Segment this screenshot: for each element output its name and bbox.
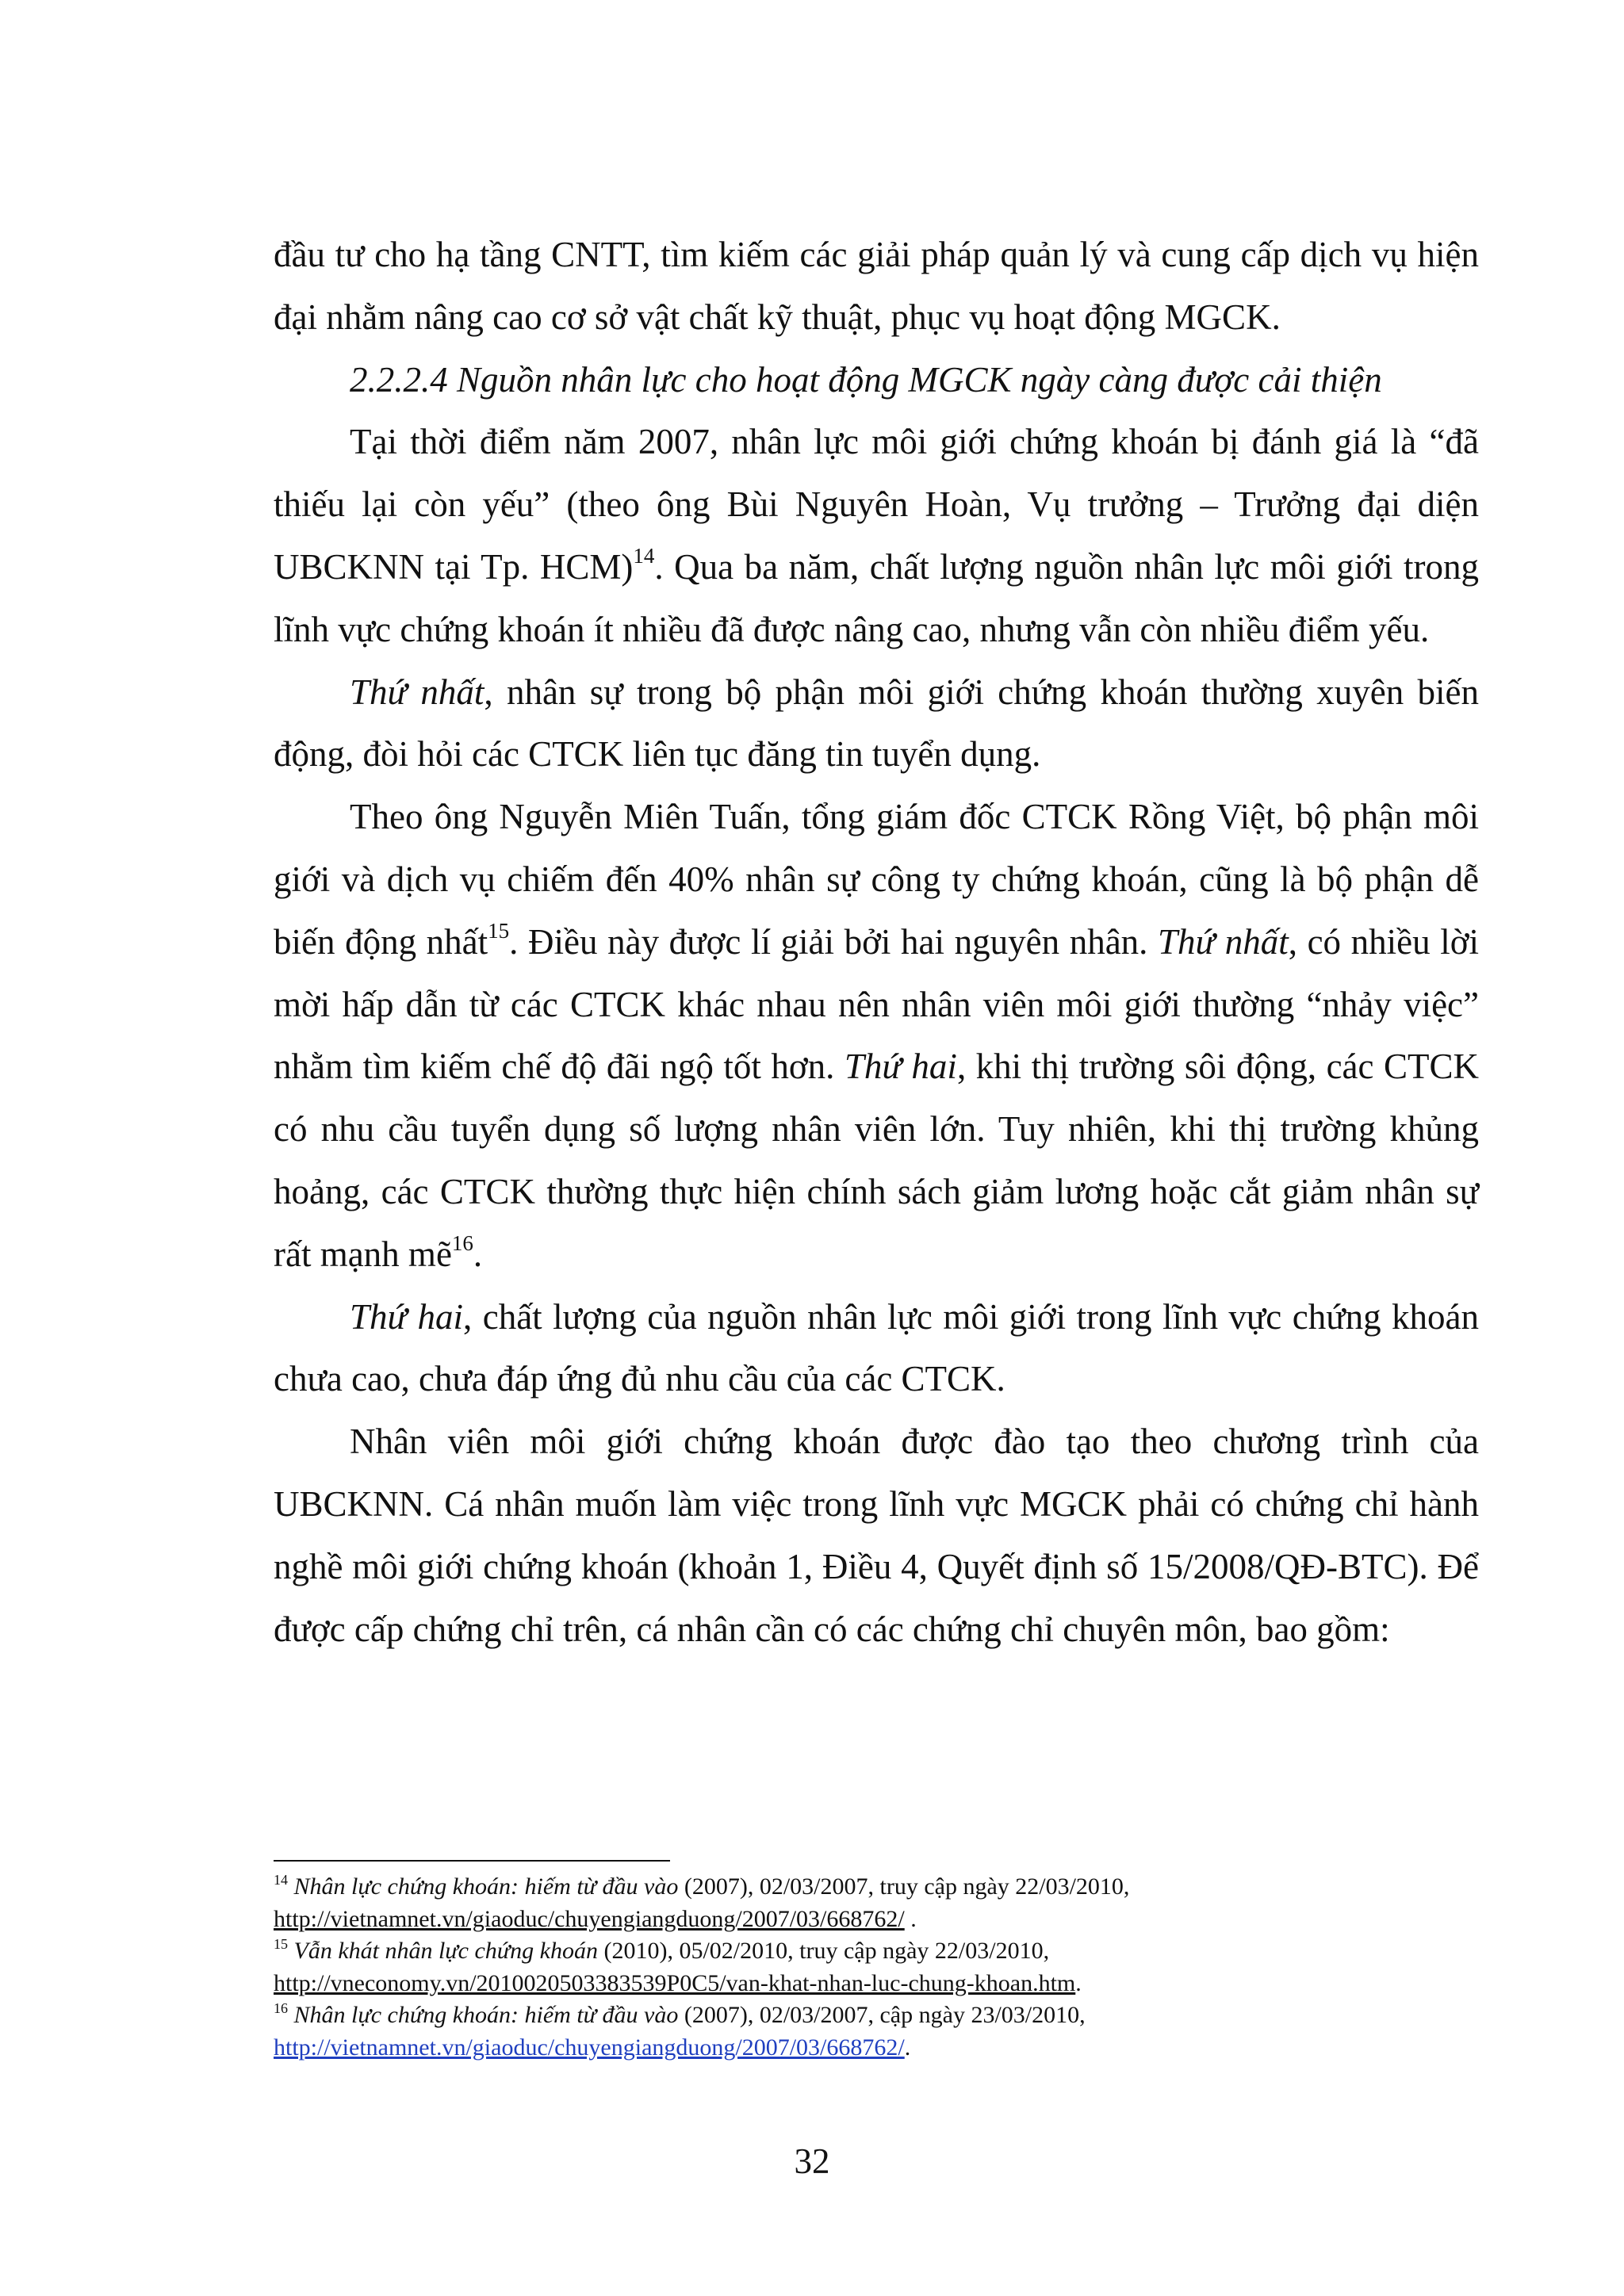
main-text <box>274 224 1479 1660</box>
paragraph-2: Tại thời điểm năm 2007, nhân lực môi giới chứng khoán bị đánh giá là “đã thiếu lại còn yếu” (theo ông Bùi Nguyên Hoàn, Vụ trưởng – Trưởng đại diện UBCKNN tại Tp. HCM)$^{14}$. Qua ba năm, chất lượng nguồn nhân lực môi giới trong lĩnh vực chứng khoán ít nhiều đã được nâng cao, nhưng vẫn còn nhiều điểm yếu. <box>274 422 1479 649</box>
page-number: 32 <box>794 2141 830 2181</box>
footnote-16-link[interactable]: http://vietnamnet.vn/giaoduc/chuyengiangduong/2007/03/668762/ <box>274 2034 905 2061</box>
footnote-ref-16[interactable]: 16 <box>451 1230 473 1255</box>
footnote-14: $^{14}$ Nhân lực chứng khoán: hiếm từ đầu vào (2007), 02/03/2007, truy cập ngày 22/03/2010, http://vietnamnet.vn/giaoduc/chuyengiangduong/2007/03/668762/ . <box>274 1872 1130 1932</box>
footnote-15-link[interactable]: http://vneconomy.vn/2010020503383539P0C5/van-khat-nhan-luc-chung-khoan.htm <box>274 1969 1076 1996</box>
footnote-14-link[interactable]: http://vietnamnet.vn/giaoduc/chuyengiangduong/2007/03/668762/ <box>274 1905 905 1932</box>
footnote-15: $^{15}$ Vẫn khát nhân lực chứng khoán (2010), 05/02/2010, truy cập ngày 22/03/2010, http://vneconomy.vn/2010020503383539P0C5/van-khat-nhan-luc-chung-khoan.htm. <box>274 1936 1082 1996</box>
paragraph-5: Thứ hai, chất lượng của nguồn nhân lực môi giới trong lĩnh vực chứng khoán chưa cao, chưa đáp ứng đủ nhu cầu của các CTCK. <box>274 1296 1480 1399</box>
footnote-ref-14[interactable]: 14 <box>633 543 655 568</box>
paragraph-6: Nhân viên môi giới chứng khoán được đào tạo theo chương trình của UBCKNN. Cá nhân muốn làm việc trong lĩnh vực MGCK phải có chứng chỉ hành nghề môi giới chứng khoán (khoản 1, Điều 4, Quyết định số 15/2008/QĐ-BTC). Để được cấp chứng chỉ trên, cá nhân cần có các chứng chỉ chuyên môn, bao gồm: <box>274 1422 1479 1649</box>
footnote-16: $^{16}$ Nhân lực chứng khoán: hiếm từ đầu vào (2007), 02/03/2007, cập ngày 23/03/2010, http://vietnamnet.vn/giaoduc/chuyengiangduong/2007/03/668762/. <box>274 2000 1086 2061</box>
section-heading: 2.2.2.4 Nguồn nhân lực cho hoạt động MGCK ngày càng được cải thiện <box>350 359 1382 400</box>
paragraph-3: Thứ nhất, nhân sự trong bộ phận môi giới chứng khoán thường xuyên biến động, đòi hỏi các CTCK liên tục đăng tin tuyển dụng. <box>274 672 1479 775</box>
footnote-separator <box>274 1860 670 1862</box>
footnotes <box>274 1871 1479 2064</box>
footnote-ref-15[interactable]: 15 <box>488 918 510 943</box>
paragraph-4: Theo ông Nguyễn Miên Tuấn, tổng giám đốc CTCK Rồng Việt, bộ phận môi giới và dịch vụ chiếm đến 40% nhân sự công ty chứng khoán, cũng là bộ phận dễ biến động nhất$^{15}$. Điều này được lí giải bởi hai nguyên nhân. Thứ nhất, có nhiều lời mời hấp dẫn từ các CTCK khác nhau nên nhân viên môi giới thường “nhảy việc” nhằm tìm kiếm chế độ đãi ngộ tốt hơn. Thứ hai, khi thị trường sôi động, các CTCK có nhu cầu tuyển dụng số lượng nhân viên lớn. Tuy nhiên, khi thị trường khủng hoảng, các CTCK thường thực hiện chính sách giảm lương hoặc cắt giảm nhân sự rất mạnh mẽ$^{16}$. <box>274 797 1480 1274</box>
paragraph-1: đầu tư cho hạ tầng CNTT, tìm kiếm các giải pháp quản lý và cung cấp dịch vụ hiện đại nhằm nâng cao cơ sở vật chất kỹ thuật, phục vụ hoạt động MGCK. <box>274 235 1479 337</box>
